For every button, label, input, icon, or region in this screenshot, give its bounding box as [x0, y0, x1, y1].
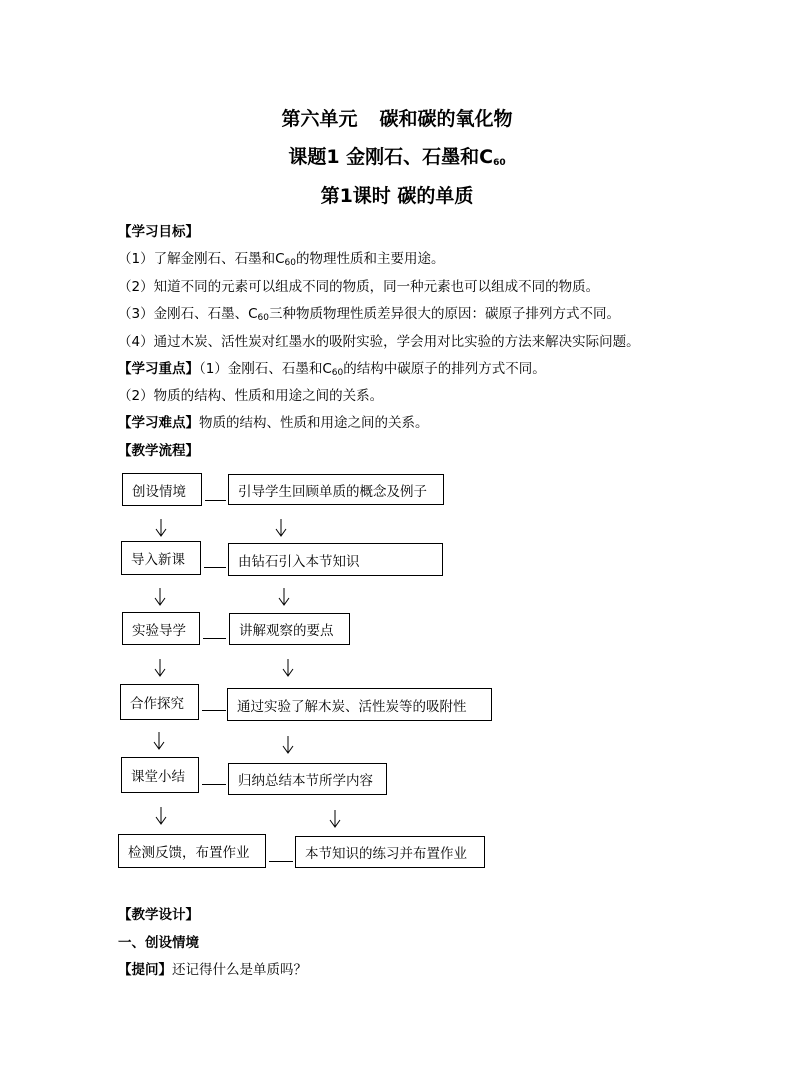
down-arrow-icon — [155, 659, 165, 676]
flow-activity-1: 引导学生回顾单质的概念及例子 — [228, 474, 444, 505]
objective-text: （1）了解金刚石、石墨和C — [118, 251, 285, 267]
flow-stage-5: 课堂小结 — [121, 757, 199, 793]
section-1-heading: 一、创设情境 — [118, 935, 199, 951]
objective-subscript: 60 — [257, 313, 269, 323]
question-line — [118, 958, 307, 978]
down-arrow-icon — [279, 588, 289, 605]
key-point-text: （1）金刚石、石墨和C — [199, 361, 332, 377]
flow-heading: 【教学流程】 — [118, 443, 199, 459]
down-arrow-icon — [276, 519, 286, 536]
key-points-heading: 【学习重点】 — [118, 361, 199, 377]
down-arrow-icon — [283, 659, 293, 676]
question-label: 【提问】 — [118, 962, 172, 978]
flow-stage-6: 检测反馈，布置作业 — [118, 834, 266, 868]
flow-activity-5: 归纳总结本节所学内容 — [228, 763, 387, 795]
lesson-title-subscript: 60 — [493, 158, 506, 168]
flow-activity-6: 本节知识的练习并布置作业 — [295, 836, 485, 868]
key-points-line-2: （2）物质的结构、性质和用途之间的关系。 — [118, 388, 384, 404]
unit-topic: 碳和碳的氧化物 — [379, 108, 513, 130]
down-arrow-icon — [154, 732, 164, 749]
objectives-heading: 【学习目标】 — [118, 224, 199, 240]
unit-label: 第六单元 — [281, 108, 358, 130]
difficulty-text: 物质的结构、性质和用途之间的关系。 — [199, 415, 429, 431]
down-arrow-icon — [156, 807, 166, 824]
lesson-title-text: 课题1 金刚石、石墨和C — [288, 146, 494, 168]
objective-text-cont: 三种物质物理性质差异很大的原因：碳原子排列方式不同。 — [268, 306, 620, 322]
flow-stage-2: 导入新课 — [121, 541, 201, 575]
flow-stage-3: 实验导学 — [122, 612, 200, 645]
flow-activity-2: 由钻石引入本节知识 — [228, 543, 443, 576]
down-arrow-icon — [155, 588, 165, 605]
objective-subscript: 60 — [284, 258, 296, 268]
objective-text: （3）金刚石、石墨、C — [118, 306, 258, 322]
period-title: 第1课时 碳的单质 — [320, 185, 474, 207]
objective-text: （4）通过木炭、活性炭对红墨水的吸附实验，学会用对比实验的方法来解决实际问题。 — [118, 334, 640, 350]
down-arrow-icon — [330, 810, 340, 827]
design-heading: 【教学设计】 — [118, 907, 199, 923]
down-arrow-icon — [283, 736, 293, 753]
key-point-subscript: 60 — [331, 368, 344, 378]
difficulty-heading: 【学习难点】 — [118, 415, 199, 431]
flow-activity-4: 通过实验了解木炭、活性炭等的吸附性 — [227, 688, 492, 721]
objective-text-cont: 的物理性质和主要用途。 — [295, 251, 445, 267]
flow-stage-4: 合作探究 — [120, 684, 199, 720]
flow-stage-1: 创设情境 — [122, 473, 202, 506]
objective-text: （2）知道不同的元素可以组成不同的物质，同一种元素也可以组成不同的物质。 — [118, 279, 600, 295]
key-point-text-cont: 的结构中碳原子的排列方式不同。 — [343, 361, 546, 377]
question-text: 还记得什么是单质吗？ — [172, 962, 307, 978]
down-arrow-icon — [156, 519, 166, 536]
flow-activity-3: 讲解观察的要点 — [229, 613, 350, 645]
